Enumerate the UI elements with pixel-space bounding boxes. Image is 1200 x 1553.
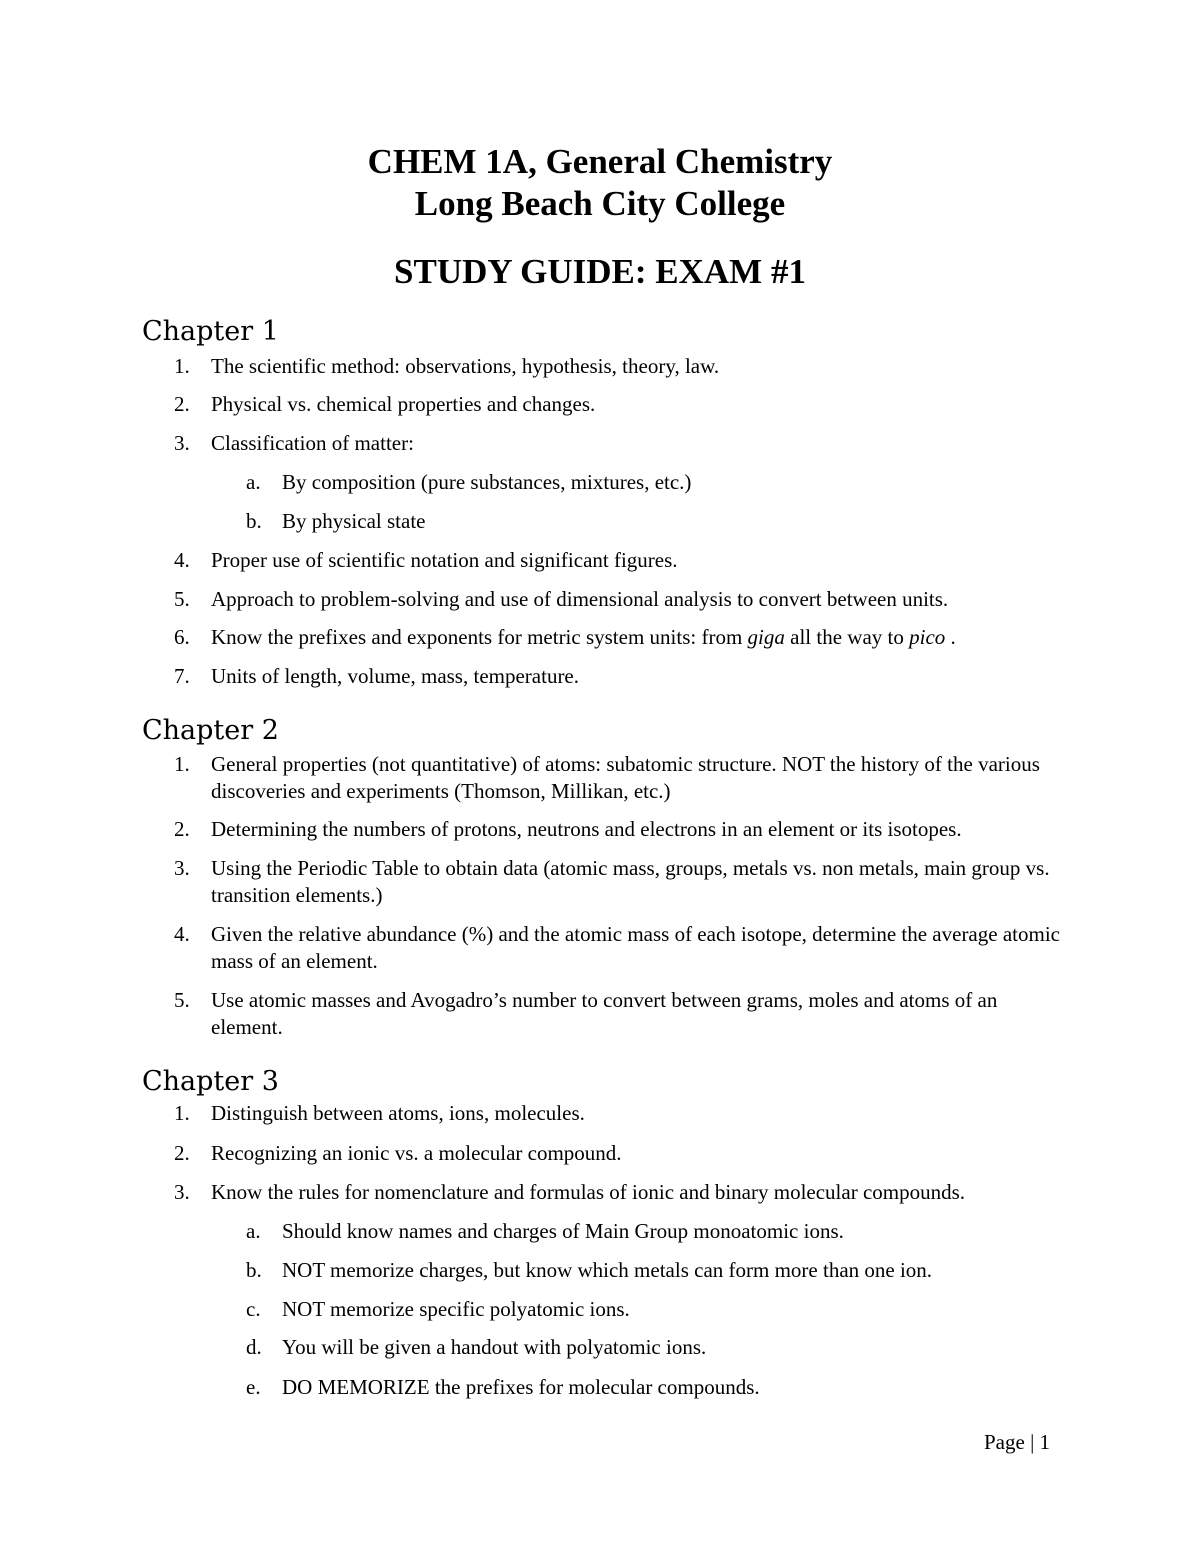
study-guide-title: STUDY GUIDE: EXAM #1 xyxy=(394,252,806,291)
document-page: CHEM 1A, General Chemistry Long Beach City College STUDY GUIDE: EXAM #1 Chapter 1 1. The scientific method: observations, hypothesis, theory, law. 2. Physical vs. chemical properties and changes. 3. Classification of matter: a. By composition (pure substances, mixtures, etc.) b. By physical state 4. Proper use of scientific notation and significant figures. 5. Approach to problem-solving and use of dimensional analysis to convert between units. 6. Know the prefixes and exponents for metric system units: from giga all the way to pico . 7. Units of length, volume, mass, temperature. Chapter 2 1. General properties (not quantitative) of atoms: subatomic structure. NOT the history of the various discoveries and experiments (Thomson, Millikan, etc.) 2. Determining the numbers of protons, neutrons and electrons in an element or its isotopes. 3. Using the Periodic Table to obtain data (atomic mass, groups, metals vs. non metals, main group vs. transition elements.) 4. Given the relative abundance (%) and the atomic mass of each isotope, determine the average atomic mass of an element. 5. Use atomic masses and Avogadro’s number to convert between grams, moles and atoms of an element. Chapter 3 1. Distinguish between atoms, ions, molecules. 2. Recognizing an ionic vs. a molecular compound. 3. Know the rules for nomenclature and formulas of ionic and binary molecular compounds. a. Should know names and charges of Main Group monoatomic ions. b. NOT memorize charges, but know which metals can form more than one ion. c. NOT memorize specific polyatomic ions. d. You will be given a handout with polyatomic ions. e. DO MEMORIZE the prefixes for molecular compounds. Page | 1 xyxy=(0,0,1200,1553)
course-title: CHEM 1A, General Chemistry xyxy=(367,142,833,181)
prefix-pico: pico xyxy=(909,625,946,649)
college-name: Long Beach City College xyxy=(414,184,786,223)
chapter-1-heading: Chapter 1 xyxy=(142,316,279,347)
page-number: Page | 1 xyxy=(984,1430,1051,1454)
chapter-3-heading: Chapter 3 xyxy=(142,1066,279,1097)
chapter-2-heading: Chapter 2 xyxy=(142,715,279,746)
prefix-giga: giga xyxy=(747,625,785,649)
